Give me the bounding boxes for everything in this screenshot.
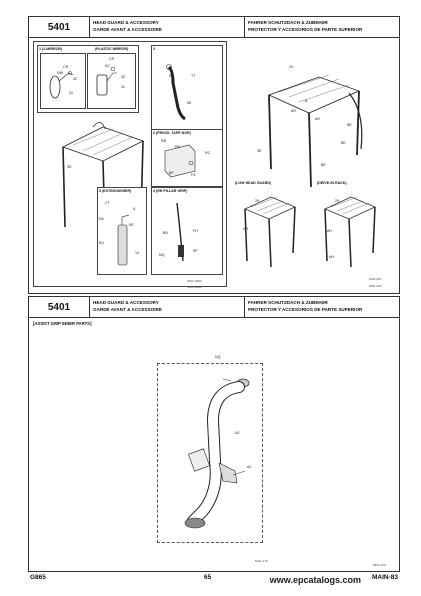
- callout-32-2: 32: [121, 75, 125, 79]
- sheet-2-title-es: PROTECTOR Y ACCESORIOS DE PARTE SUPERIOR: [248, 307, 363, 312]
- callout-be-1: BE: [347, 123, 352, 127]
- callout-f4: F4: [191, 173, 196, 177]
- sheet-1-title-es: PROTECTOR Y ACCESORIOS DE PARTE SUPERIOR: [248, 27, 363, 32]
- callout-ku: KU: [99, 241, 104, 245]
- sheet-2-title-fr: GARDE AVANT & ACCESSOIRE: [93, 307, 162, 312]
- plastic-mirror-drawing-icon: [91, 57, 131, 105]
- callout-b: B: [305, 99, 308, 103]
- callout-bp: BP: [169, 171, 174, 175]
- rh-pillar-label: 4 (RH PILLAR GRIP): [153, 189, 188, 193]
- sheet-2-section-label: [ASSIST GRIP INNER PARTS]: [33, 321, 92, 326]
- watermark-link[interactable]: www.epcatalogs.com: [269, 575, 361, 585]
- plastic-mirror-label: (PLASTIC MIRROR): [95, 47, 129, 51]
- sheet-1-title-fr: GARDE AVANT & ACCESSOIRE: [93, 27, 162, 32]
- sheet-1-ref-left: 5401-086A: [187, 279, 202, 283]
- main-head-guard-icon: [249, 65, 369, 195]
- footer-code: MAIN-83: [372, 574, 399, 581]
- pencil-label: 2 (PENCIL TAPE NOR): [153, 131, 191, 135]
- callout-29-1: 29: [289, 65, 293, 69]
- callout-a3: A3: [235, 431, 240, 435]
- callout-rc: RC: [205, 151, 211, 155]
- sheet-2-title-de: FAHRER SCHUTZDACH & ZUBEHöR: [248, 300, 328, 305]
- callout-ah-5: AH: [329, 255, 334, 259]
- sheet-1: [28, 16, 400, 294]
- callout-cr-2: CR: [109, 57, 115, 61]
- callout-29-3: 29: [335, 199, 339, 203]
- callout-be-2: BE: [341, 141, 346, 145]
- callout-fh: FH: [193, 229, 198, 233]
- sheet-2-number: 5401: [29, 297, 90, 317]
- sheet-1-header: [29, 17, 399, 38]
- callout-rb: RB: [161, 139, 166, 143]
- sheet-1-number: 5401: [29, 17, 90, 37]
- mirror-label: 1 (2-MIRROR): [39, 47, 63, 51]
- drive-in-label: (DRIVE-IN RACK): [317, 181, 347, 185]
- sheet-1-titles-en-fr: [90, 17, 245, 37]
- sheet-2-titles-de-es: [245, 297, 399, 317]
- sheet-2-ref-2: 5401-470: [373, 563, 386, 567]
- callout-ah-3: AH: [243, 227, 248, 231]
- callout-rk: RK: [175, 145, 180, 149]
- sheet-2: [28, 296, 400, 572]
- callout-ee: EE: [129, 223, 134, 227]
- callout-pencil-ref: SE: [67, 165, 72, 169]
- callout-bn: BN: [163, 231, 168, 235]
- sheet-1-ref-right-2: 5401-097: [369, 284, 382, 288]
- callout-cr-1: CR: [63, 65, 69, 69]
- section-3-label: 3: [153, 47, 155, 51]
- callout-ah-2: AH: [315, 117, 320, 121]
- grip-bar-icon: [159, 63, 199, 123]
- callout-sp: SP: [193, 249, 198, 253]
- callout-nq-2: NQ: [215, 355, 221, 359]
- extinguisher-icon: [109, 213, 139, 271]
- callout-nq: NQ: [159, 253, 165, 257]
- callout-ea: EA: [99, 217, 104, 221]
- low-head-label: (LOW HEAD GUARD): [235, 181, 272, 185]
- callout-a2: A2: [247, 465, 252, 469]
- drive-in-rack-icon: [315, 189, 385, 269]
- callout-29-2: 29: [255, 199, 259, 203]
- bracket-icon: [159, 141, 209, 181]
- sheet-1-ref-right: 5401-097: [369, 277, 382, 281]
- sheet-1-title-en: HEAD GUARD & ACCESSORY: [93, 20, 159, 25]
- callout-ah-1: AH: [291, 109, 296, 113]
- footer-page-number: 65: [204, 574, 212, 581]
- callout-as: AS: [169, 74, 174, 78]
- extinguisher-label: 3 (EXTINGUISHER): [99, 189, 132, 193]
- callout-be-3: BE: [321, 163, 326, 167]
- footer-model: G865: [30, 574, 46, 581]
- sheet-2-ref: 5401-470: [255, 559, 268, 563]
- callout-31-1: 31: [69, 91, 73, 95]
- callout-ac: AC: [105, 64, 110, 68]
- sheet-1-title-de: FAHRER SCHUTZDACH & ZUBEHöR: [248, 20, 328, 25]
- callout-il: IL: [133, 207, 136, 211]
- sheet-2-header: [29, 297, 399, 318]
- callout-zt: ZT: [105, 201, 110, 205]
- callout-nw: NW: [57, 71, 63, 75]
- callout-ah-4: AH: [327, 229, 332, 233]
- sheet-1-titles-de-es: [245, 17, 399, 37]
- pillar-grip-icon: [167, 201, 197, 271]
- callout-se: SE: [257, 149, 262, 153]
- callout-tt: TT: [191, 74, 196, 78]
- callout-14: 14: [135, 251, 139, 255]
- sheet-2-titles-en-fr: [90, 297, 245, 317]
- callout-32-1: 32: [73, 77, 77, 81]
- callout-31-2: 31: [121, 85, 125, 89]
- sheet-1-ref-left-2: 5401-086A: [187, 285, 202, 289]
- sheet-2-title-en: HEAD GUARD & ACCESSORY: [93, 300, 159, 305]
- callout-65: 65: [187, 101, 191, 105]
- assist-grip-icon: [173, 371, 263, 539]
